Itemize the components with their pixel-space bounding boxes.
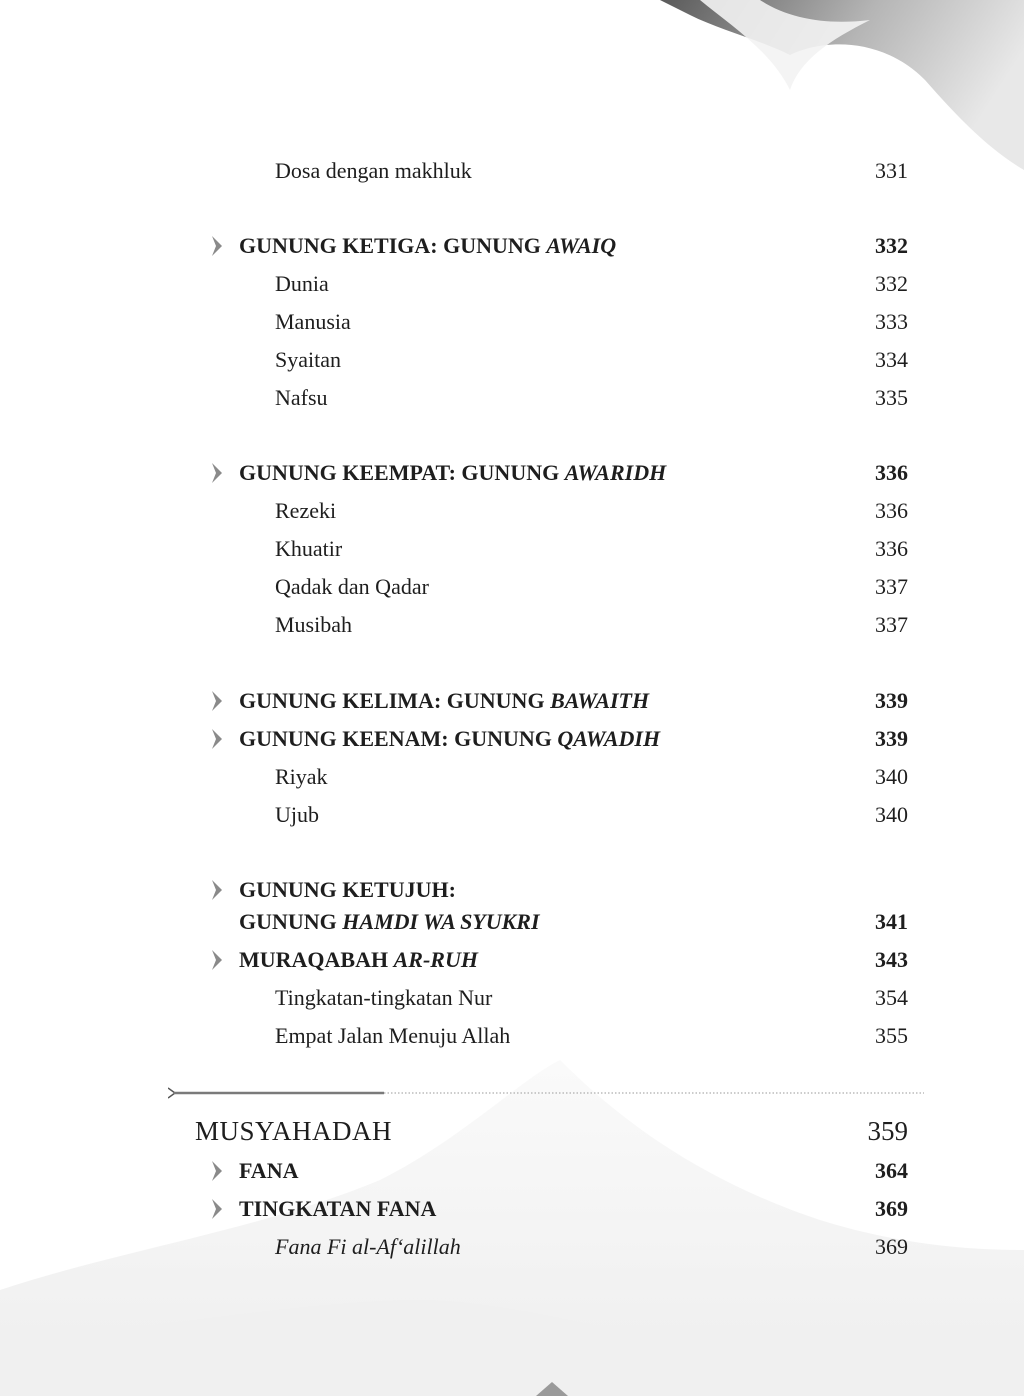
page-number: 336 xyxy=(875,536,908,561)
section-title: FANA xyxy=(239,1158,299,1183)
page-number: 354 xyxy=(875,985,908,1010)
section-title-emphasis: BAWAITH xyxy=(550,688,650,713)
chevron-right-icon xyxy=(209,1160,225,1182)
section-title-text: GUNUNG KETIGA: GUNUNG xyxy=(239,233,547,258)
section-title xyxy=(239,728,660,750)
section-title-emphasis: HAMDI WA SYUKRI xyxy=(342,909,540,934)
section-title-emphasis: QAWADIH xyxy=(557,726,661,751)
section-title xyxy=(239,911,540,933)
page-number: 369 xyxy=(875,1234,908,1259)
entry-title: Khuatir xyxy=(275,536,343,561)
page-number: 355 xyxy=(875,1023,908,1048)
entry-title: Musibah xyxy=(275,612,352,637)
section-title: TINGKATAN FANA xyxy=(239,1196,437,1221)
entry-title: Dosa dengan makhluk xyxy=(275,158,472,183)
entry-title: Dunia xyxy=(275,271,329,296)
page-number: 359 xyxy=(867,1116,908,1146)
page-number: 333 xyxy=(875,309,908,334)
divider-arrow-icon xyxy=(168,1088,175,1098)
chevron-right-icon xyxy=(209,235,225,257)
entry-title: Fana Fi al-Af‘alillah xyxy=(275,1234,461,1259)
section-title-text: MURAQABAH xyxy=(239,947,394,972)
part-title: MUSYAHADAH xyxy=(195,1116,393,1146)
entry-title: Syaitan xyxy=(275,347,341,372)
page-number: 340 xyxy=(875,802,908,827)
page-number: 336 xyxy=(875,498,908,523)
page-number: 339 xyxy=(875,726,908,751)
page-number: 364 xyxy=(875,1158,908,1183)
page-number: 336 xyxy=(875,460,908,485)
chevron-right-icon xyxy=(209,949,225,971)
page-number: 335 xyxy=(875,385,908,410)
section-divider xyxy=(168,1086,924,1100)
section-title-emphasis: AWAIQ xyxy=(546,233,617,258)
section-title-line1: GUNUNG KETUJUH: xyxy=(239,877,456,902)
page-number: 332 xyxy=(875,233,908,258)
page-number: 334 xyxy=(875,347,908,372)
page-number: 332 xyxy=(875,271,908,296)
page-number: 343 xyxy=(875,947,908,972)
chevron-right-icon xyxy=(209,462,225,484)
entry-title: Empat Jalan Menuju Allah xyxy=(275,1023,511,1048)
page-number: 331 xyxy=(875,158,908,183)
chevron-right-icon xyxy=(209,690,225,712)
page-number: 369 xyxy=(875,1196,908,1221)
chevron-right-icon xyxy=(209,728,225,750)
page-number: 337 xyxy=(875,612,908,637)
entry-title: Riyak xyxy=(275,764,328,789)
section-title-text: GUNUNG KEENAM: GUNUNG xyxy=(239,726,558,751)
page-number: 340 xyxy=(875,764,908,789)
entry-title: Ujub xyxy=(275,802,319,827)
section-title-text: GUNUNG xyxy=(239,909,343,934)
entry-title: Qadak dan Qadar xyxy=(275,574,429,599)
chevron-right-icon xyxy=(209,879,225,901)
section-title xyxy=(239,462,666,484)
page-number: 339 xyxy=(875,688,908,713)
entry-title: Nafsu xyxy=(275,385,328,410)
section-title-text: GUNUNG KEEMPAT: GUNUNG xyxy=(239,460,565,485)
section-title xyxy=(239,690,649,712)
section-title-emphasis: AR-RUH xyxy=(393,947,478,972)
chevron-right-icon xyxy=(209,1198,225,1220)
entry-title: Rezeki xyxy=(275,498,337,523)
section-title-text: GUNUNG KELIMA: GUNUNG xyxy=(239,688,551,713)
section-title xyxy=(239,949,478,971)
section-title-emphasis: AWARIDH xyxy=(564,460,667,485)
entry-title: Tingkatan-tingkatan Nur xyxy=(275,985,493,1010)
page-number: 341 xyxy=(875,909,908,934)
section-title xyxy=(239,235,616,257)
entry-title: Manusia xyxy=(275,309,351,334)
page-number: 337 xyxy=(875,574,908,599)
